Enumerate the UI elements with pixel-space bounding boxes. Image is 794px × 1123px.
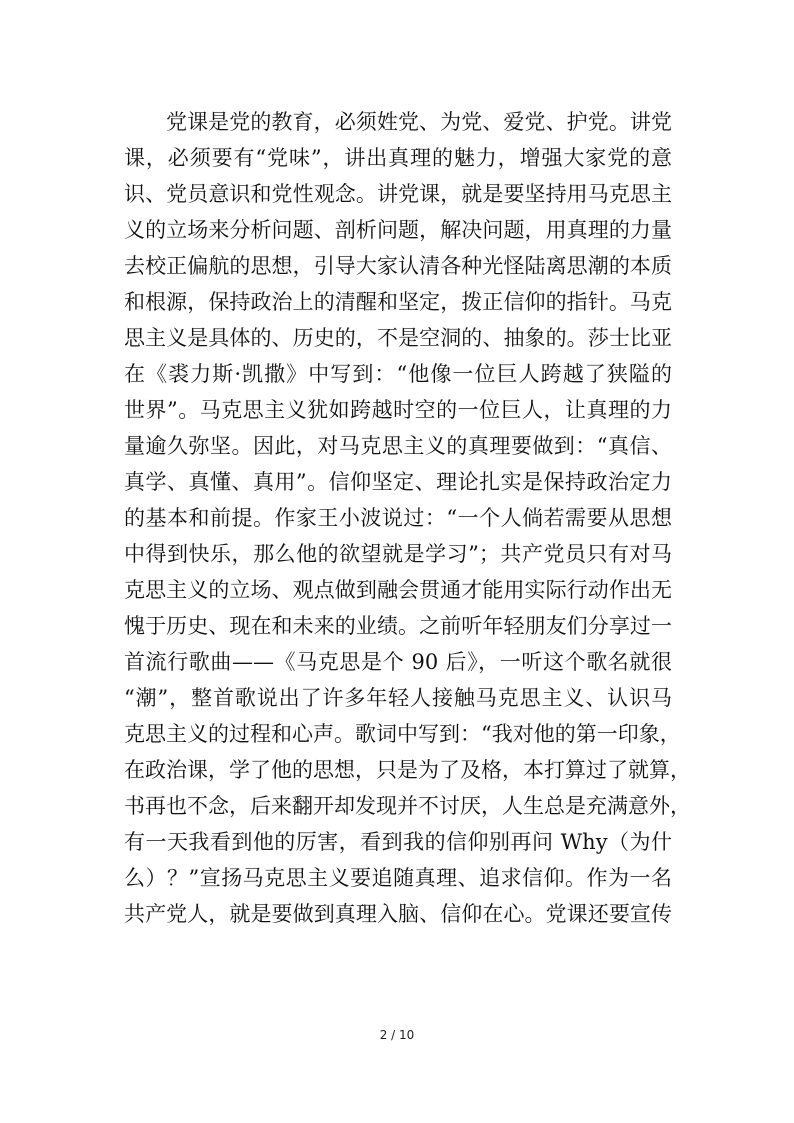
paragraph-line: 课，必须要有“党味”，讲出真理的魅力，增强大家党的意	[124, 146, 672, 170]
paragraph-line: 和根源，保持政治上的清醒和坚定，拨正信仰的指针。马克	[124, 290, 672, 314]
paragraph-line: 真学、真懂、真用”。信仰坚定、理论扎实是保持政治定力	[124, 470, 672, 494]
page-number: 2 / 10	[379, 1028, 415, 1042]
paragraph-line: 思主义是具体的、历史的，不是空洞的、抽象的。莎士比亚	[124, 326, 672, 350]
paragraph-line: 去校正偏航的思想，引导大家认清各种光怪陆离思潮的本质	[124, 254, 672, 278]
paragraph-line: 书再也不念，后来翻开却发现并不讨厌，人生总是充满意外，	[124, 794, 691, 818]
paragraph-line: 世界”。马克思主义犹如跨越时空的一位巨人，让真理的力	[124, 398, 672, 422]
paragraph-line: 在政治课，学了他的思想，只是为了及格，本打算过了就算，	[124, 758, 691, 782]
paragraph-line: 么）？”宣扬马克思主义要追随真理、追求信仰。作为一名	[124, 866, 672, 890]
paragraph-line: 量逾久弥坚。因此，对马克思主义的真理要做到：“真信、	[124, 434, 672, 458]
paragraph-line: 的基本和前提。作家王小波说过：“一个人倘若需要从思想	[124, 506, 672, 530]
paragraph-line: “潮”，整首歌说出了许多年轻人接触马克思主义、认识马	[124, 686, 672, 710]
paragraph-line: 中得到快乐，那么他的欲望就是学习”；共产党员只有对马	[124, 542, 672, 566]
paragraph-line: 在《裘力斯·凯撒》中写到：“他像一位巨人跨越了狭隘的	[124, 362, 672, 386]
paragraph-line: 党课是党的教育，必须姓党、为党、爱党、护党。讲党	[166, 110, 672, 134]
body-paragraph	[124, 104, 691, 932]
paragraph-line: 克思主义的立场、观点做到融会贯通才能用实际行动作出无	[124, 578, 672, 602]
paragraph-line: 义的立场来分析问题、剖析问题，解决问题，用真理的力量	[124, 218, 672, 242]
paragraph-line: 共产党人，就是要做到真理入脑、信仰在心。党课还要宣传	[124, 902, 672, 926]
paragraph-line: 首流行歌曲——《马克思是个 90 后》，一听这个歌名就很	[124, 650, 672, 674]
paragraph-line: 愧于历史、现在和未来的业绩。之前听年轻朋友们分享过一	[124, 614, 672, 638]
paragraph-line: 有一天我看到他的厉害，看到我的信仰别再问 Why（为什	[124, 830, 672, 854]
paragraph-line: 识、党员意识和党性观念。讲党课，就是要坚持用马克思主	[124, 182, 672, 206]
paragraph-line: 克思主义的过程和心声。歌词中写到：“我对他的第一印象，	[124, 722, 681, 746]
